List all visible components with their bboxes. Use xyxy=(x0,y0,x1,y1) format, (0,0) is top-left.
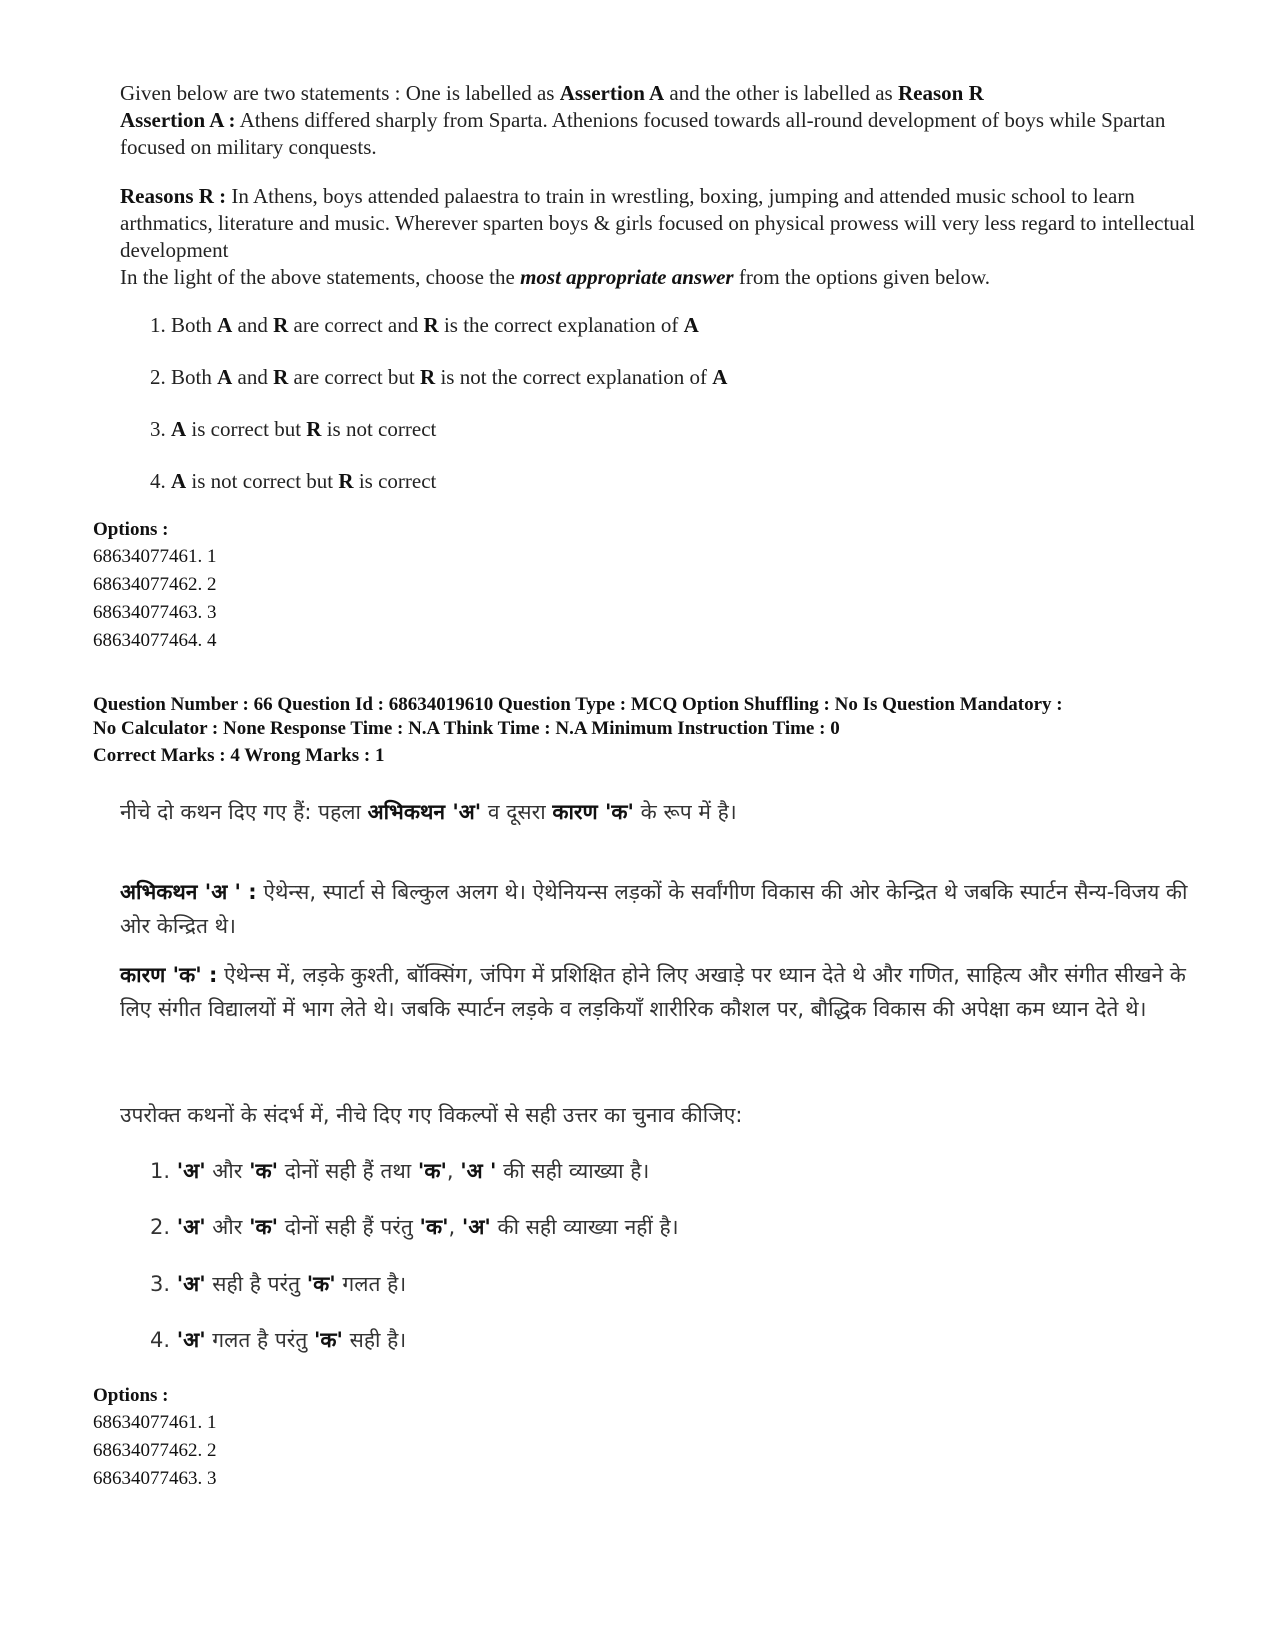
text-fragment: R xyxy=(423,313,439,337)
text-fragment: A xyxy=(171,417,187,441)
q66-option-id-1: 68634077461. 1 xyxy=(93,1412,217,1433)
text-fragment: सही है परंतु xyxy=(205,1272,307,1296)
reason-label: Reasons R : xyxy=(120,184,227,208)
q65-choice-3 xyxy=(150,417,436,442)
marks-line: Correct Marks : 4 Wrong Marks : 1 xyxy=(93,745,385,766)
q66-choice-4 xyxy=(150,1326,406,1354)
text-fragment: 'क' xyxy=(249,1159,279,1183)
text-fragment: दोनों सही हैं परंतु xyxy=(278,1215,420,1239)
assertion-text: ऐथेन्स, स्पार्टा से बिल्कुल अलग थे। ऐथेनियन्स लड़कों के सर्वांगीण विकास की ओर केन्द्रित थे जबकि स्पार्टन सैन्य-विजय की ओर केन्द्रित थे। xyxy=(120,880,1188,938)
q66-options-label: Options : xyxy=(93,1385,169,1406)
text-fragment: Both xyxy=(171,313,218,337)
text-fragment: and xyxy=(232,365,274,389)
intro-text: Given below are two statements : One is labelled as xyxy=(120,81,560,105)
question-meta-line: Question Number : 66 Question Id : 68634019610 Question Type : MCQ Option Shuffling : No Is Question Mandatory : xyxy=(93,694,1063,715)
assertion-term: अभिकथन 'अ' xyxy=(367,800,482,824)
text-fragment: 'अ ' xyxy=(460,1159,497,1183)
text-fragment: , xyxy=(446,1159,461,1183)
text-fragment: and xyxy=(232,313,274,337)
text-fragment: R xyxy=(273,313,289,337)
text-fragment: 4. xyxy=(150,469,171,493)
text-fragment: 3. xyxy=(150,1272,177,1296)
text-fragment: 'क' xyxy=(417,1159,447,1183)
text-fragment: और xyxy=(205,1215,250,1239)
text-fragment: R xyxy=(306,417,322,441)
text-fragment: सही है। xyxy=(343,1328,407,1352)
text-fragment: Both xyxy=(171,365,218,389)
q65-option-id-1: 68634077461. 1 xyxy=(93,546,217,567)
text-fragment: 'क' xyxy=(419,1215,449,1239)
reason-text: In Athens, boys attended palaestra to train in wrestling, boxing, jumping and attended music school to learn arthmatics, literature and music. Wherever sparten boys & girls focused on physical prowess will very less regard to intellectual development xyxy=(120,184,1195,262)
q66-option-id-2: 68634077462. 2 xyxy=(93,1440,217,1461)
text-fragment: , xyxy=(448,1215,462,1239)
text-fragment: 'क' xyxy=(306,1272,336,1296)
text-fragment: 1. xyxy=(150,313,171,337)
text-fragment: A xyxy=(712,365,728,389)
text-fragment: और xyxy=(205,1159,250,1183)
text-fragment: is correct but xyxy=(186,417,307,441)
text-fragment: 'अ' xyxy=(176,1215,206,1239)
assertion-label: अभिकथन 'अ ' : xyxy=(120,880,257,904)
reason-term: कारण 'क' xyxy=(552,800,634,824)
text-fragment: is not correct xyxy=(321,417,437,441)
q66-intro xyxy=(120,795,1200,829)
intro-text: के रूप में है। xyxy=(633,800,737,824)
text-fragment: R xyxy=(273,365,289,389)
q65-reason xyxy=(120,183,1200,264)
q65-option-id-4: 68634077464. 4 xyxy=(93,630,217,651)
q66-meta xyxy=(93,693,1213,768)
q65-option-id-2: 68634077462. 2 xyxy=(93,574,217,595)
q66-assertion xyxy=(120,875,1200,943)
instruction-text: from the options given below. xyxy=(733,265,991,289)
text-fragment: 'अ' xyxy=(176,1159,206,1183)
q65-choice-1 xyxy=(150,313,699,338)
text-fragment: की सही व्याख्या है। xyxy=(496,1159,650,1183)
intro-text: व दूसरा xyxy=(481,800,553,824)
reason-label: कारण 'क' : xyxy=(120,963,218,987)
assertion-label: Assertion A : xyxy=(120,108,236,132)
q66-instruction: उपरोक्त कथनों के संदर्भ में, नीचे दिए गए विकल्पों से सही उत्तर का चुनाव कीजिए: xyxy=(120,1103,743,1127)
text-fragment: are correct and xyxy=(288,313,424,337)
q65-intro xyxy=(120,80,1200,107)
emphasis-text: most appropriate answer xyxy=(520,265,734,289)
text-fragment: 3. xyxy=(150,417,171,441)
text-fragment: is not correct but xyxy=(186,469,339,493)
text-fragment: की सही व्याख्या नहीं है। xyxy=(490,1215,679,1239)
text-fragment: A xyxy=(217,313,233,337)
text-fragment: is correct xyxy=(353,469,437,493)
text-fragment: दोनों सही हैं तथा xyxy=(278,1159,418,1183)
text-fragment: are correct but xyxy=(288,365,421,389)
q65-options-label: Options : xyxy=(93,519,169,540)
text-fragment: 'अ' xyxy=(176,1272,206,1296)
intro-text: नीचे दो कथन दिए गए हैं: पहला xyxy=(120,800,368,824)
instruction-text: In the light of the above statements, choose the xyxy=(120,265,521,289)
text-fragment: R xyxy=(420,365,436,389)
q65-instruction xyxy=(120,264,1200,291)
q66-choice-1 xyxy=(150,1157,649,1185)
text-fragment: R xyxy=(338,469,354,493)
assertion-text: Athens differed sharply from Sparta. Athenions focused towards all-round development of boys while Spartan focused on military conquests. xyxy=(120,108,1166,159)
q65-statement xyxy=(120,80,1200,291)
reason-term: Reason R xyxy=(897,81,984,105)
text-fragment: 1. xyxy=(150,1159,177,1183)
text-fragment: 'अ' xyxy=(461,1215,491,1239)
text-fragment: is not the correct explanation of xyxy=(435,365,713,389)
q65-assertion xyxy=(120,107,1200,161)
text-fragment: 4. xyxy=(150,1328,177,1352)
q66-option-id-3: 68634077463. 3 xyxy=(93,1468,217,1489)
q65-option-id-3: 68634077463. 3 xyxy=(93,602,217,623)
q66-choice-2 xyxy=(150,1213,679,1241)
reason-text: ऐथेन्स में, लड़के कुश्ती, बॉक्सिंग, जंपिग में प्रशिक्षित होने लिए अखाड़े पर ध्यान देते थे और गणित, साहित्य और संगीत सीखने के लिए संगीत विद्यालयों में भाग लेते थे। जबकि स्पार्टन लड़के व लड़कियाँ शारीरिक कौशल पर, बौद्धिक विकास की अपेक्षा कम ध्यान देते थे। xyxy=(120,963,1186,1021)
q66-reason xyxy=(120,958,1200,1026)
text-fragment: A xyxy=(217,365,233,389)
text-fragment: 2. xyxy=(150,365,171,389)
text-fragment: गलत है। xyxy=(335,1272,407,1296)
text-fragment: is the correct explanation of xyxy=(438,313,684,337)
text-fragment: A xyxy=(683,313,699,337)
intro-text: and the other is labelled as xyxy=(664,81,898,105)
q65-choice-2 xyxy=(150,365,727,390)
assertion-term: Assertion A xyxy=(559,81,665,105)
text-fragment: 2. xyxy=(150,1215,177,1239)
text-fragment: A xyxy=(171,469,187,493)
text-fragment: 'क' xyxy=(314,1328,343,1352)
text-fragment: गलत है परंतु xyxy=(205,1328,314,1352)
text-fragment: 'अ' xyxy=(176,1328,206,1352)
q66-choice-3 xyxy=(150,1270,406,1298)
text-fragment: 'क' xyxy=(249,1215,279,1239)
question-meta-line: No Calculator : None Response Time : N.A Think Time : N.A Minimum Instruction Time : 0 xyxy=(93,718,840,739)
q65-choice-4 xyxy=(150,469,436,494)
